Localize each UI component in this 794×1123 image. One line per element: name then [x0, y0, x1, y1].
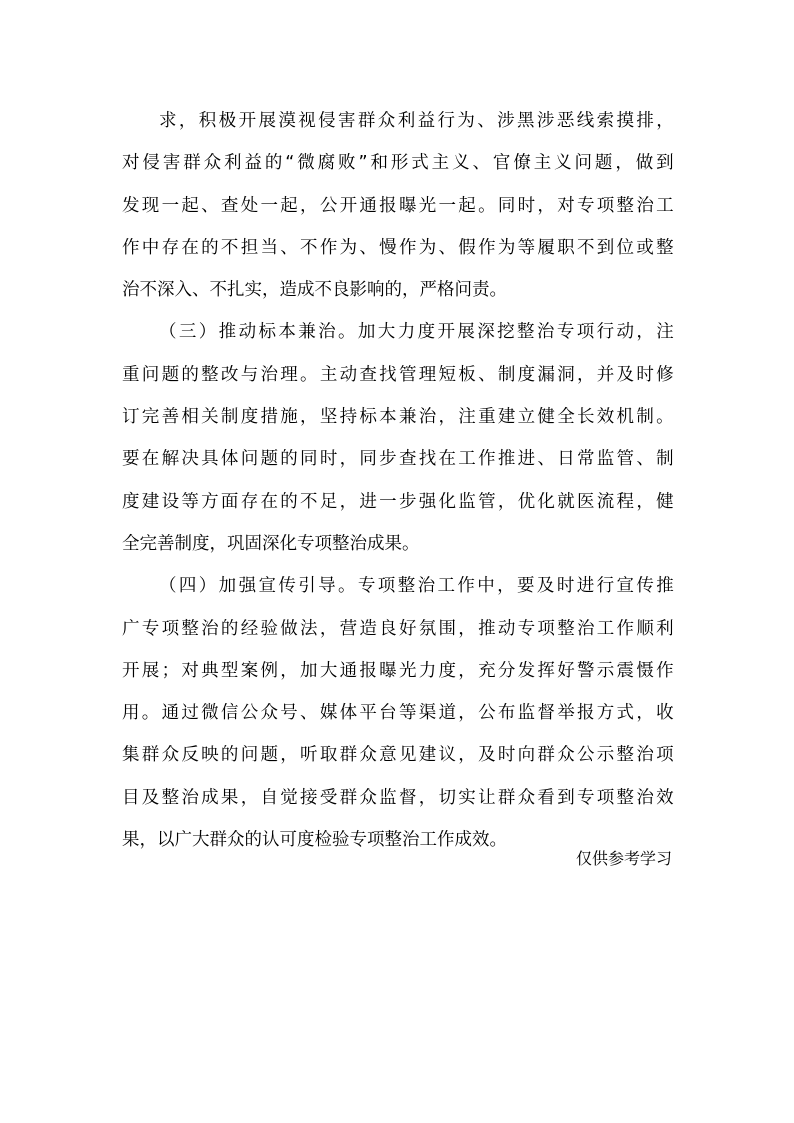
text-line: 重 问 题 的 整 改 与 治 理 。 主 动 查 找 管 理 短 板 、 制 度 漏 洞 ， 并 及 时 修 [122, 364, 674, 385]
text-line: 度 建 设 等 方 面 存 在 的 不 足 ， 进 一 步 强 化 监 管 ， 优 化 就 医 流 程 ， 健 [122, 491, 674, 512]
text-line: 集 群 众 反 映 的 问 题 ， 听 取 群 众 意 见 建 议 ， 及 时 向 群 众 公 示 整 治 项 [122, 745, 674, 766]
footer-note: 仅供参考学习 [575, 849, 672, 868]
text-line: 果，以广大群众的认可度检验专项整治工作成效。 [122, 830, 507, 851]
text-line: 求 ， 积 极 开 展 漠 视 侵 害 群 众 利 益 行 为 、 涉 黑 涉 恶 线 索 摸 排 ， [159, 111, 674, 131]
text-line: 订 完 善 相 关 制 度 措 施 ， 坚 持 标 本 兼 治 ， 注 重 建 立 健 全 长 效 机 制 。 [122, 407, 674, 428]
text-line: 发 现 一 起 、 查 处 一 起 ， 公 开 通 报 曝 光 一 起 。 同 时 ， 对 专 项 整 治 工 [122, 195, 674, 216]
text-line: 用 。 通 过 微 信 公 众 号 、 媒 体 平 台 等 渠 道 ， 公 布 监 督 举 报 方 式 ， 收 [122, 703, 674, 724]
text-line: 开 展 ； 对 典 型 案 例 ， 加 大 通 报 曝 光 力 度 ， 充 分 发 挥 好 警 示 震 慑 作 [122, 660, 674, 681]
text-line: 要 在 解 决 具 体 问 题 的 同 时 ， 同 步 查 找 在 工 作 推 进 、 日 常 监 管 、 制 [122, 449, 674, 470]
text-line: 目 及 整 治 成 果 ， 自 觉 接 受 群 众 监 督 ， 切 实 让 群 众 看 到 专 项 整 治 效 [122, 787, 674, 808]
text-line: （ 四 ） 加 强 宣 传 引 导 。 专 项 整 治 工 作 中 ， 要 及 时 进 行 宣 传 推 [159, 576, 674, 597]
text-line: 全完善制度，巩固深化专项整治成果。 [122, 533, 420, 554]
text-line: 作 中 存 在 的 不 担 当 、 不 作 为 、 慢 作 为 、 假 作 为 等 履 职 不 到 位 或 整 [122, 237, 674, 258]
document-body [122, 100, 674, 861]
text-line: （ 三 ） 推 动 标 本 兼 治 。 加 大 力 度 开 展 深 挖 整 治 专 项 行 动 ， 注 [159, 322, 674, 343]
text-line: 治不深入、不扎实，造成不良影响的，严格问责。 [122, 280, 507, 301]
text-line: 对 侵 害 群 众 利 益 的 “ 微 腐 败 ” 和 形 式 主 义 、 官 僚 主 义 问 题 ， 做 到 [122, 153, 674, 174]
text-line: 广 专 项 整 治 的 经 验 做 法 ， 营 造 良 好 氛 围 ， 推 动 专 项 整 治 工 作 顺 利 [122, 618, 674, 639]
